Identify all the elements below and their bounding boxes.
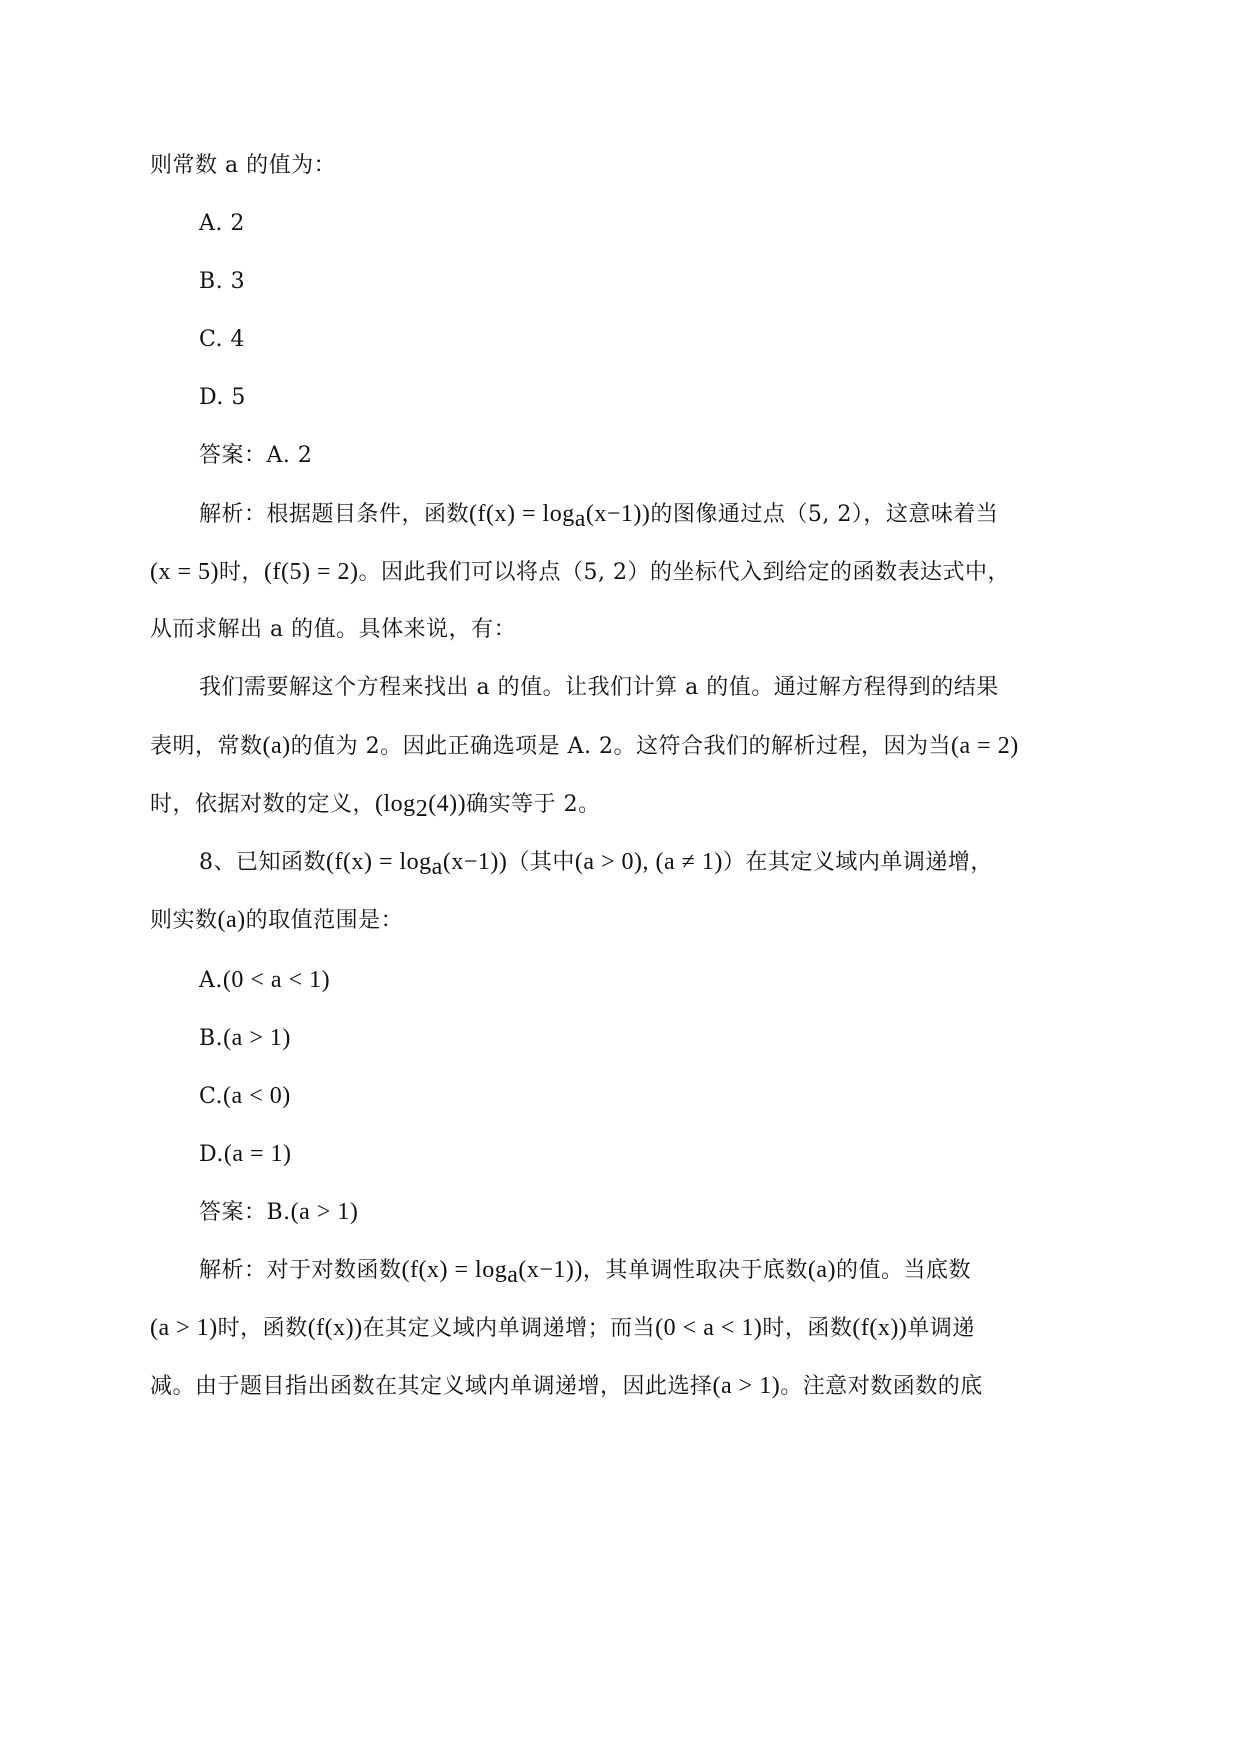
analysis-line: 解析：对于对数函数$(f(x) = \log_a(x-1))$，其单调性取决于底数(a)的值。当底数 — [199, 1257, 972, 1288]
answer-line: 答案：B.(a > 1) — [199, 1199, 359, 1225]
analysis-line: 减。由于题目指出函数在其定义域内单调递增，因此选择(a > 1)。注意对数函数的底 — [150, 1373, 983, 1399]
option-c: C. 4 — [199, 327, 246, 352]
analysis-line: 表明，常数(a)的值为 2。因此正确选项是 A. 2。这符合我们的解析过程，因为当(a = 2) — [150, 733, 1019, 759]
option-d: D.(a = 1) — [199, 1141, 292, 1167]
analysis-line: 解析：根据题目条件，函数$(f(x) = \log_a(x-1))$的图像通过点（5, 2），这意味着当 — [199, 501, 999, 532]
option-b: B. 3 — [199, 269, 246, 294]
option-a: A. 2 — [199, 211, 245, 236]
option-a: A.(0 < a < 1) — [199, 967, 331, 993]
analysis-line: 从而求解出 a 的值。具体来说，有： — [150, 617, 517, 642]
question-line: 则实数(a)的取值范围是： — [150, 907, 404, 933]
answer-line: 答案：A. 2 — [199, 443, 313, 468]
question-line: 8、已知函数$(f(x) = \log_a(x-1))$（其中(a > 0), (a ≠ 1)）在其定义域内单调递增， — [199, 849, 993, 880]
option-b: B.(a > 1) — [199, 1025, 291, 1051]
analysis-line: 时，依据对数的定义，$(\log_2(4))$确实等于 2。 — [150, 791, 601, 822]
text-line: 则常数 a 的值为： — [150, 153, 337, 178]
option-d: D. 5 — [199, 385, 246, 410]
analysis-line: 我们需要解这个方程来找出 a 的值。让我们计算 a 的值。通过解方程得到的结果 — [199, 675, 999, 700]
analysis-line: (x = 5)时，(f(5) = 2)。因此我们可以将点（5, 2）的坐标代入到给定的函数表达式中， — [150, 559, 1011, 585]
analysis-line: (a > 1)时，函数(f(x))在其定义域内单调递增；而当(0 < a < 1)时，函数(f(x))单调递 — [150, 1315, 975, 1341]
option-c: C.(a < 0) — [199, 1083, 291, 1109]
